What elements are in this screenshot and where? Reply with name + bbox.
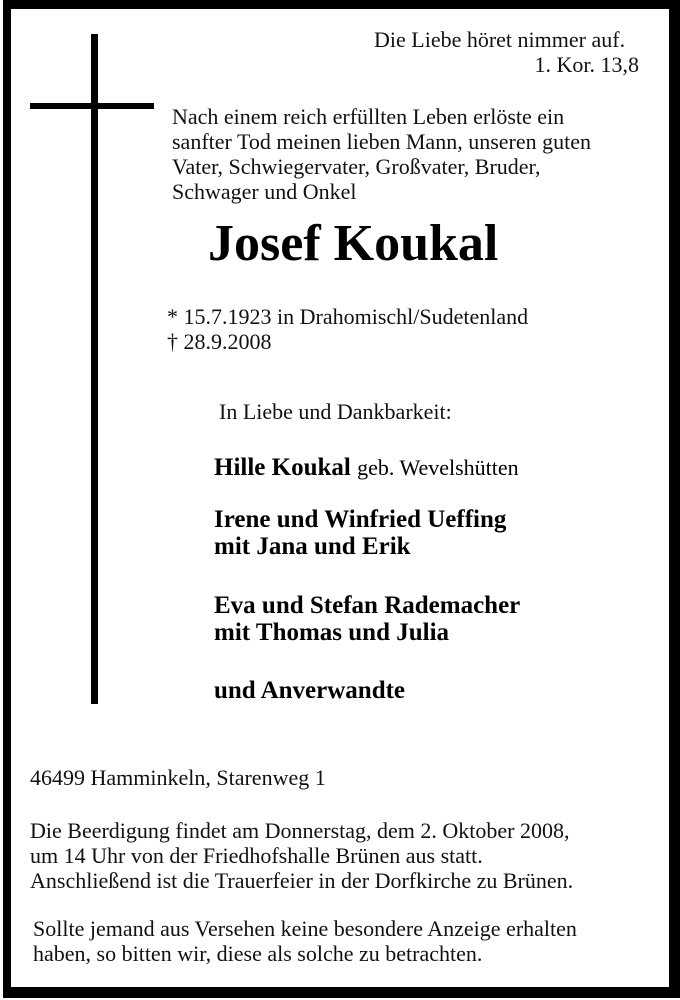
- cross-icon-horizontal-bar: [30, 103, 154, 109]
- intro-line: Vater, Schwiegervater, Großvater, Bruder,: [172, 154, 541, 179]
- notice-line: haben, so bitten wir, diese als solche zu betrachten.: [33, 941, 483, 966]
- intro-line: Nach einem reich erfüllten Leben erlöste ein: [172, 104, 565, 129]
- family-line: mit Thomas und Julia: [214, 619, 450, 646]
- funeral-line: Die Beerdigung findet am Donnerstag, dem 2. Oktober 2008,: [30, 818, 570, 843]
- spouse-maiden-name: geb. Wevelshütten: [357, 455, 519, 480]
- cross-icon-vertical-bar: [91, 34, 98, 704]
- relatives-line: und Anverwandte: [214, 677, 406, 704]
- funeral-line: um 14 Uhr von der Friedhofshalle Brünen aus statt.: [30, 843, 483, 868]
- mourners-heading: In Liebe und Dankbarkeit:: [219, 399, 452, 424]
- family-line: Irene und Winfried Ueffing: [214, 506, 507, 533]
- address: 46499 Hamminkeln, Starenweg 1: [30, 765, 326, 790]
- bible-quote: Die Liebe höret nimmer auf.: [374, 27, 626, 52]
- family-line: Eva und Stefan Rademacher: [214, 592, 521, 619]
- intro-line: sanfter Tod meinen lieben Mann, unseren guten: [172, 129, 591, 154]
- family-line: mit Jana und Erik: [214, 533, 411, 560]
- notice-line: Sollte jemand aus Versehen keine besondere Anzeige erhalten: [33, 916, 577, 941]
- birth-date: * 15.7.1923 in Drahomischl/Sudetenland: [167, 304, 529, 329]
- spouse-name: Hille Koukal: [214, 454, 351, 481]
- funeral-line: Anschließend ist die Trauerfeier in der Dorfkirche zu Brünen.: [30, 868, 574, 893]
- deceased-name: Josef Koukal: [208, 215, 499, 272]
- spouse-line: [214, 454, 519, 481]
- intro-line: Schwager und Onkel: [172, 179, 357, 204]
- bible-reference: 1. Kor. 13,8: [534, 52, 639, 77]
- death-date: † 28.9.2008: [167, 329, 272, 354]
